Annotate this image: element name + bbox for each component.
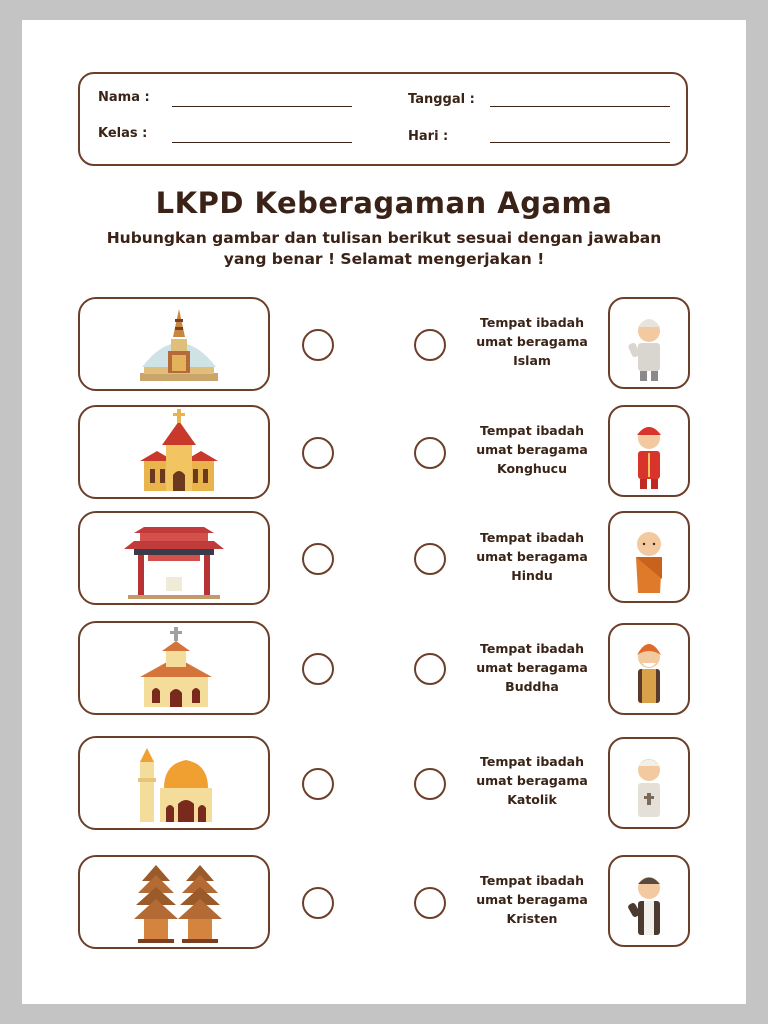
left-connector-dot-3[interactable] <box>302 543 334 575</box>
christian-church-icon <box>80 623 268 713</box>
left-connector-dot-1[interactable] <box>302 329 334 361</box>
right-connector-dot-2[interactable] <box>414 437 446 469</box>
left-picture-box-6 <box>78 855 270 949</box>
left-connector-dot-4[interactable] <box>302 653 334 685</box>
day-field[interactable] <box>490 142 670 143</box>
right-picture-box-1 <box>608 297 690 389</box>
left-picture-box-4 <box>78 621 270 715</box>
instruction-line-1: Hubungkan gambar dan tulisan berikut sesuai dengan jawaban <box>106 229 662 247</box>
catholic-boy-icon <box>610 739 688 827</box>
right-connector-dot-6[interactable] <box>414 887 446 919</box>
catholic-church-icon <box>80 407 268 497</box>
left-picture-box-3 <box>78 511 270 605</box>
left-connector-dot-6[interactable] <box>302 887 334 919</box>
class-label: Kelas : <box>98 126 148 141</box>
day-label: Hari : <box>408 129 449 144</box>
name-label: Nama : <box>98 90 150 105</box>
caption-3: Tempat ibadah umat beragama Hindu <box>476 530 588 583</box>
date-label: Tanggal : <box>408 92 475 107</box>
right-picture-box-6 <box>608 855 690 947</box>
monk-boy-icon <box>610 513 688 601</box>
left-picture-box-2 <box>78 405 270 499</box>
name-field[interactable] <box>172 106 352 107</box>
instruction-text <box>62 228 706 270</box>
left-connector-dot-5[interactable] <box>302 768 334 800</box>
pura-meru-icon <box>80 857 268 947</box>
right-connector-dot-5[interactable] <box>414 768 446 800</box>
worksheet-page <box>22 20 746 1004</box>
right-picture-box-4 <box>608 623 690 715</box>
left-connector-dot-2[interactable] <box>302 437 334 469</box>
left-picture-box-1 <box>78 297 270 391</box>
instruction-line-2: yang benar ! Selamat mengerjakan ! <box>223 250 545 268</box>
chinese-boy-icon <box>610 407 688 495</box>
right-connector-dot-4[interactable] <box>414 653 446 685</box>
right-picture-box-5 <box>608 737 690 829</box>
right-connector-dot-1[interactable] <box>414 329 446 361</box>
caption-2: Tempat ibadah umat beragama Konghucu <box>476 423 588 476</box>
page-title: LKPD Keberagaman Agama <box>155 186 613 220</box>
right-connector-dot-3[interactable] <box>414 543 446 575</box>
date-field[interactable] <box>490 106 670 107</box>
temple-klenteng-icon <box>80 513 268 603</box>
right-picture-box-3 <box>608 511 690 603</box>
mosque-icon <box>80 738 268 828</box>
caption-5: Tempat ibadah umat beragama Katolik <box>476 754 588 807</box>
caption-1: Tempat ibadah umat beragama Islam <box>476 315 588 368</box>
student-info-box <box>78 72 688 166</box>
stupa-icon <box>80 299 268 389</box>
caption-4: Tempat ibadah umat beragama Buddha <box>476 641 588 694</box>
class-field[interactable] <box>172 142 352 143</box>
right-picture-box-2 <box>608 405 690 497</box>
christian-boy-icon <box>610 857 688 945</box>
hindu-man-icon <box>610 625 688 713</box>
left-picture-box-5 <box>78 736 270 830</box>
muslim-boy-icon <box>610 299 688 387</box>
caption-6: Tempat ibadah umat beragama Kristen <box>476 873 588 926</box>
